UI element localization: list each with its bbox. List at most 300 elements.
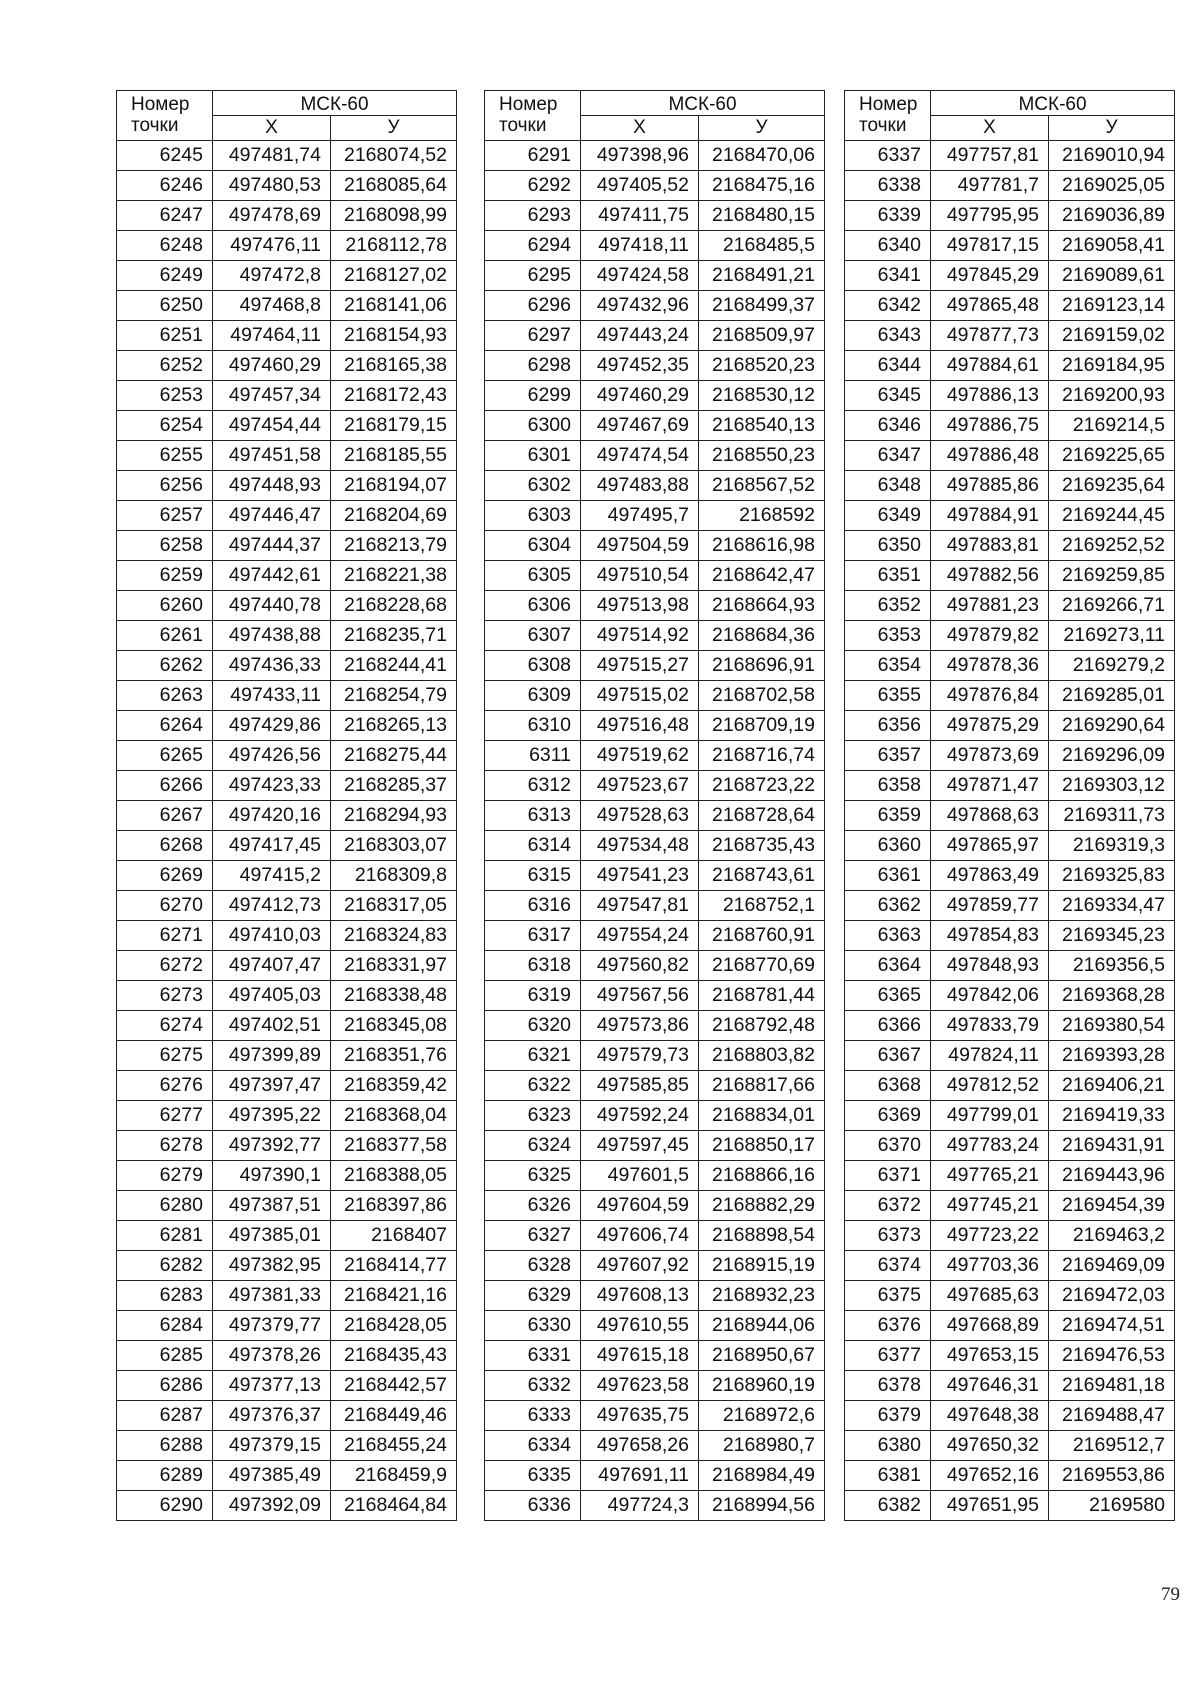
y-coordinate-cell: 2169512,7 — [1049, 1431, 1175, 1461]
y-coordinate-cell: 2169481,18 — [1049, 1371, 1175, 1401]
coordinate-system-header: МСК-60 — [213, 91, 457, 116]
x-coordinate-cell: 497615,18 — [581, 1341, 699, 1371]
y-coordinate-cell: 2168085,64 — [331, 171, 457, 201]
y-coordinate-cell: 2168696,91 — [699, 651, 825, 681]
x-coordinate-cell: 497703,36 — [931, 1251, 1049, 1281]
x-coordinate-cell: 497440,78 — [213, 591, 331, 621]
y-coordinate-cell: 2168185,55 — [331, 441, 457, 471]
y-coordinate-cell: 2168244,41 — [331, 651, 457, 681]
x-coordinate-cell: 497781,7 — [931, 171, 1049, 201]
table-row — [845, 1161, 1175, 1191]
y-coordinate-cell: 2168792,48 — [699, 1011, 825, 1041]
point-number-cell: 6348 — [845, 471, 931, 501]
x-coordinate-cell: 497446,47 — [213, 501, 331, 531]
x-coordinate-cell: 497812,52 — [931, 1071, 1049, 1101]
x-coordinate-cell: 497467,69 — [581, 411, 699, 441]
y-coordinate-cell: 2168435,43 — [331, 1341, 457, 1371]
table-row — [485, 1431, 825, 1461]
x-coordinate-cell: 497608,13 — [581, 1281, 699, 1311]
y-coordinate-cell: 2169285,01 — [1049, 681, 1175, 711]
y-coordinate-cell: 2168972,6 — [699, 1401, 825, 1431]
point-number-cell: 6272 — [117, 951, 213, 981]
y-coordinate-cell: 2168728,64 — [699, 801, 825, 831]
point-number-cell: 6366 — [845, 1011, 931, 1041]
x-coordinate-cell: 497468,8 — [213, 291, 331, 321]
y-header: У — [699, 116, 825, 141]
point-number-cell: 6252 — [117, 351, 213, 381]
table-row — [845, 1251, 1175, 1281]
table-row — [117, 411, 457, 441]
table-row — [117, 561, 457, 591]
table-row — [485, 441, 825, 471]
y-coordinate-cell: 2168368,04 — [331, 1101, 457, 1131]
x-coordinate-cell: 497648,38 — [931, 1401, 1049, 1431]
x-coordinate-cell: 497415,2 — [213, 861, 331, 891]
x-coordinate-cell: 497381,33 — [213, 1281, 331, 1311]
x-coordinate-cell: 497432,96 — [581, 291, 699, 321]
table-row — [845, 411, 1175, 441]
y-coordinate-cell: 2168520,23 — [699, 351, 825, 381]
point-number-cell: 6315 — [485, 861, 581, 891]
y-coordinate-cell: 2168491,21 — [699, 261, 825, 291]
table-row — [845, 1191, 1175, 1221]
table-row — [485, 1011, 825, 1041]
point-number-cell: 6264 — [117, 711, 213, 741]
point-number-cell: 6370 — [845, 1131, 931, 1161]
point-number-cell: 6300 — [485, 411, 581, 441]
table-row — [117, 1491, 457, 1521]
x-coordinate-cell: 497433,11 — [213, 681, 331, 711]
point-number-cell: 6350 — [845, 531, 931, 561]
y-coordinate-cell: 2168359,42 — [331, 1071, 457, 1101]
point-number-cell: 6284 — [117, 1311, 213, 1341]
y-coordinate-cell: 2168303,07 — [331, 831, 457, 861]
y-coordinate-cell: 2168850,17 — [699, 1131, 825, 1161]
x-coordinate-cell: 497474,54 — [581, 441, 699, 471]
table-row — [485, 1131, 825, 1161]
table-row — [845, 141, 1175, 171]
y-coordinate-cell: 2168172,43 — [331, 381, 457, 411]
x-coordinate-cell: 497412,73 — [213, 891, 331, 921]
x-coordinate-cell: 497668,89 — [931, 1311, 1049, 1341]
x-coordinate-cell: 497882,56 — [931, 561, 1049, 591]
x-coordinate-cell: 497405,52 — [581, 171, 699, 201]
y-coordinate-cell: 2168228,68 — [331, 591, 457, 621]
table-row — [485, 861, 825, 891]
y-coordinate-cell: 2168127,02 — [331, 261, 457, 291]
y-coordinate-cell: 2169443,96 — [1049, 1161, 1175, 1191]
point-number-cell: 6364 — [845, 951, 931, 981]
point-number-cell: 6266 — [117, 771, 213, 801]
table-row — [845, 1131, 1175, 1161]
y-coordinate-cell: 2169010,94 — [1049, 141, 1175, 171]
table-row — [485, 1341, 825, 1371]
point-number-cell: 6344 — [845, 351, 931, 381]
point-number-cell: 6286 — [117, 1371, 213, 1401]
point-number-cell: 6328 — [485, 1251, 581, 1281]
x-coordinate-cell: 497460,29 — [581, 381, 699, 411]
point-number-header-line-2: точки — [131, 115, 179, 136]
y-coordinate-cell: 2168377,58 — [331, 1131, 457, 1161]
x-coordinate-cell: 497799,01 — [931, 1101, 1049, 1131]
y-coordinate-cell: 2169279,2 — [1049, 651, 1175, 681]
y-coordinate-cell: 2168331,97 — [331, 951, 457, 981]
x-coordinate-cell: 497623,58 — [581, 1371, 699, 1401]
point-number-cell: 6299 — [485, 381, 581, 411]
point-number-cell: 6345 — [845, 381, 931, 411]
point-number-cell: 6354 — [845, 651, 931, 681]
table-row — [845, 171, 1175, 201]
y-coordinate-cell: 2168421,16 — [331, 1281, 457, 1311]
table-row — [117, 381, 457, 411]
point-number-cell: 6302 — [485, 471, 581, 501]
point-number-cell: 6287 — [117, 1401, 213, 1431]
y-coordinate-cell: 2169380,54 — [1049, 1011, 1175, 1041]
point-number-cell: 6290 — [117, 1491, 213, 1521]
x-coordinate-cell: 497405,03 — [213, 981, 331, 1011]
table-row — [117, 1341, 457, 1371]
x-coordinate-cell: 497886,13 — [931, 381, 1049, 411]
table-row — [117, 981, 457, 1011]
table-row — [117, 141, 457, 171]
point-number-cell: 6343 — [845, 321, 931, 351]
point-number-cell: 6335 — [485, 1461, 581, 1491]
y-coordinate-cell: 2168317,05 — [331, 891, 457, 921]
point-number-cell: 6254 — [117, 411, 213, 441]
point-number-cell: 6309 — [485, 681, 581, 711]
x-coordinate-cell: 497464,11 — [213, 321, 331, 351]
table-row — [845, 1371, 1175, 1401]
table-row — [485, 471, 825, 501]
y-coordinate-cell: 2168866,16 — [699, 1161, 825, 1191]
y-header: У — [1049, 116, 1175, 141]
y-coordinate-cell: 2168309,8 — [331, 861, 457, 891]
x-coordinate-cell: 497454,44 — [213, 411, 331, 441]
x-coordinate-cell: 497585,85 — [581, 1071, 699, 1101]
table-row — [117, 351, 457, 381]
point-number-cell: 6258 — [117, 531, 213, 561]
table-row — [485, 1041, 825, 1071]
table-row — [117, 1281, 457, 1311]
x-coordinate-cell: 497411,75 — [581, 201, 699, 231]
x-coordinate-cell: 497541,23 — [581, 861, 699, 891]
table-row — [845, 891, 1175, 921]
point-number-cell: 6326 — [485, 1191, 581, 1221]
point-number-cell: 6289 — [117, 1461, 213, 1491]
point-number-cell: 6308 — [485, 651, 581, 681]
table-row — [117, 1041, 457, 1071]
point-number-cell: 6312 — [485, 771, 581, 801]
y-coordinate-cell: 2169325,83 — [1049, 861, 1175, 891]
point-number-cell: 6346 — [845, 411, 931, 441]
y-coordinate-cell: 2168716,74 — [699, 741, 825, 771]
point-number-cell: 6342 — [845, 291, 931, 321]
table-row — [845, 1341, 1175, 1371]
y-coordinate-cell: 2169393,28 — [1049, 1041, 1175, 1071]
point-number-cell: 6283 — [117, 1281, 213, 1311]
point-number-cell: 6314 — [485, 831, 581, 861]
y-coordinate-cell: 2168397,86 — [331, 1191, 457, 1221]
x-coordinate-cell: 497424,58 — [581, 261, 699, 291]
point-number-cell: 6292 — [485, 171, 581, 201]
point-number-cell: 6281 — [117, 1221, 213, 1251]
table-row — [117, 891, 457, 921]
x-coordinate-cell: 497606,74 — [581, 1221, 699, 1251]
x-header: Х — [213, 116, 331, 141]
point-number-cell: 6288 — [117, 1431, 213, 1461]
x-coordinate-cell: 497877,73 — [931, 321, 1049, 351]
table-row — [845, 351, 1175, 381]
y-coordinate-cell: 2168074,52 — [331, 141, 457, 171]
table-row — [845, 531, 1175, 561]
x-coordinate-cell: 497745,21 — [931, 1191, 1049, 1221]
table-row — [485, 741, 825, 771]
point-number-cell: 6268 — [117, 831, 213, 861]
x-coordinate-cell: 497417,45 — [213, 831, 331, 861]
x-coordinate-cell: 497884,91 — [931, 501, 1049, 531]
y-coordinate-cell: 2168642,47 — [699, 561, 825, 591]
y-coordinate-cell: 2169273,11 — [1049, 621, 1175, 651]
point-number-header-line-2: точки — [859, 115, 907, 136]
x-coordinate-cell: 497573,86 — [581, 1011, 699, 1041]
y-coordinate-cell: 2168345,08 — [331, 1011, 457, 1041]
x-coordinate-cell: 497868,63 — [931, 801, 1049, 831]
point-number-cell: 6301 — [485, 441, 581, 471]
point-number-cell: 6325 — [485, 1161, 581, 1191]
table-row — [845, 1011, 1175, 1041]
table-row — [117, 1401, 457, 1431]
x-coordinate-cell: 497817,15 — [931, 231, 1049, 261]
point-number-cell: 6250 — [117, 291, 213, 321]
x-coordinate-cell: 497438,88 — [213, 621, 331, 651]
table-row — [845, 831, 1175, 861]
x-coordinate-cell: 497478,69 — [213, 201, 331, 231]
table-row — [117, 1431, 457, 1461]
x-coordinate-cell: 497402,51 — [213, 1011, 331, 1041]
y-coordinate-cell: 2168294,93 — [331, 801, 457, 831]
point-number-cell: 6296 — [485, 291, 581, 321]
table-row — [117, 681, 457, 711]
x-coordinate-cell: 497886,48 — [931, 441, 1049, 471]
point-number-cell: 6248 — [117, 231, 213, 261]
y-coordinate-cell: 2169319,3 — [1049, 831, 1175, 861]
table-row — [485, 831, 825, 861]
point-number-cell: 6358 — [845, 771, 931, 801]
point-number-cell: 6275 — [117, 1041, 213, 1071]
y-coordinate-cell: 2169296,09 — [1049, 741, 1175, 771]
y-coordinate-cell: 2168834,01 — [699, 1101, 825, 1131]
x-coordinate-cell: 497392,09 — [213, 1491, 331, 1521]
x-coordinate-cell: 497378,26 — [213, 1341, 331, 1371]
y-header: У — [331, 116, 457, 141]
y-coordinate-cell: 2168098,99 — [331, 201, 457, 231]
table-row — [117, 1101, 457, 1131]
point-number-cell: 6297 — [485, 321, 581, 351]
x-coordinate-cell: 497635,75 — [581, 1401, 699, 1431]
x-coordinate-cell: 497515,27 — [581, 651, 699, 681]
table-row — [845, 381, 1175, 411]
coordinate-table-2 — [484, 90, 825, 1521]
point-number-cell: 6271 — [117, 921, 213, 951]
y-coordinate-cell: 2168817,66 — [699, 1071, 825, 1101]
y-coordinate-cell: 2168540,13 — [699, 411, 825, 441]
point-number-cell: 6351 — [845, 561, 931, 591]
y-coordinate-cell: 2168984,49 — [699, 1461, 825, 1491]
table-row — [485, 651, 825, 681]
table-row — [845, 681, 1175, 711]
table-row — [117, 1221, 457, 1251]
point-number-cell: 6363 — [845, 921, 931, 951]
table-row — [485, 1401, 825, 1431]
table-row — [845, 981, 1175, 1011]
x-coordinate-cell: 497423,33 — [213, 771, 331, 801]
table-row — [485, 891, 825, 921]
x-coordinate-cell: 497514,92 — [581, 621, 699, 651]
x-coordinate-cell: 497592,24 — [581, 1101, 699, 1131]
table-row — [845, 201, 1175, 231]
y-coordinate-cell: 2169244,45 — [1049, 501, 1175, 531]
x-coordinate-cell: 497886,75 — [931, 411, 1049, 441]
table-row — [845, 951, 1175, 981]
y-coordinate-cell: 2168944,06 — [699, 1311, 825, 1341]
x-coordinate-cell: 497385,01 — [213, 1221, 331, 1251]
x-coordinate-cell: 497472,8 — [213, 261, 331, 291]
x-coordinate-cell: 497390,1 — [213, 1161, 331, 1191]
y-coordinate-cell: 2168980,7 — [699, 1431, 825, 1461]
table-row — [845, 291, 1175, 321]
point-number-cell: 6249 — [117, 261, 213, 291]
coordinate-table-3 — [844, 90, 1175, 1521]
y-coordinate-cell: 2169214,5 — [1049, 411, 1175, 441]
x-coordinate-cell: 497452,35 — [581, 351, 699, 381]
point-number-header-line-2: точки — [499, 115, 547, 136]
x-coordinate-cell: 497515,02 — [581, 681, 699, 711]
point-number-cell: 6311 — [485, 741, 581, 771]
y-coordinate-cell: 2169406,21 — [1049, 1071, 1175, 1101]
x-coordinate-cell: 497833,79 — [931, 1011, 1049, 1041]
point-number-cell: 6259 — [117, 561, 213, 591]
x-coordinate-cell: 497845,29 — [931, 261, 1049, 291]
x-coordinate-cell: 497510,54 — [581, 561, 699, 591]
y-coordinate-cell: 2168428,05 — [331, 1311, 457, 1341]
point-number-header-line-1: Номер — [499, 94, 558, 115]
table-row — [845, 651, 1175, 681]
table-row — [485, 261, 825, 291]
table-row — [485, 1161, 825, 1191]
y-coordinate-cell: 2168592 — [699, 501, 825, 531]
point-number-header — [845, 91, 931, 141]
x-coordinate-cell: 497382,95 — [213, 1251, 331, 1281]
x-coordinate-cell: 497483,88 — [581, 471, 699, 501]
table-row — [485, 411, 825, 441]
table-row — [117, 321, 457, 351]
point-number-cell: 6356 — [845, 711, 931, 741]
x-coordinate-cell: 497495,7 — [581, 501, 699, 531]
table-row — [485, 201, 825, 231]
y-coordinate-cell: 2169463,2 — [1049, 1221, 1175, 1251]
x-coordinate-cell: 497397,47 — [213, 1071, 331, 1101]
y-coordinate-cell: 2168221,38 — [331, 561, 457, 591]
y-coordinate-cell: 2168994,56 — [699, 1491, 825, 1521]
y-coordinate-cell: 2169454,39 — [1049, 1191, 1175, 1221]
point-number-header-line-1: Номер — [131, 94, 190, 115]
table-row — [117, 861, 457, 891]
table-row — [485, 1491, 825, 1521]
y-coordinate-cell: 2168932,23 — [699, 1281, 825, 1311]
y-coordinate-cell: 2168550,23 — [699, 441, 825, 471]
point-number-cell: 6279 — [117, 1161, 213, 1191]
table-row — [845, 1491, 1175, 1521]
table-row — [845, 321, 1175, 351]
point-number-cell: 6336 — [485, 1491, 581, 1521]
table-row — [117, 1461, 457, 1491]
x-coordinate-cell: 497865,97 — [931, 831, 1049, 861]
point-number-cell: 6323 — [485, 1101, 581, 1131]
point-number-cell: 6261 — [117, 621, 213, 651]
table-row — [485, 231, 825, 261]
y-coordinate-cell: 2168414,77 — [331, 1251, 457, 1281]
table-row — [845, 261, 1175, 291]
point-number-cell: 6359 — [845, 801, 931, 831]
y-coordinate-cell: 2169252,52 — [1049, 531, 1175, 561]
x-coordinate-cell: 497387,51 — [213, 1191, 331, 1221]
point-number-cell: 6269 — [117, 861, 213, 891]
y-coordinate-cell: 2169200,93 — [1049, 381, 1175, 411]
y-coordinate-cell: 2168480,15 — [699, 201, 825, 231]
x-coordinate-cell: 497885,86 — [931, 471, 1049, 501]
x-coordinate-cell: 497504,59 — [581, 531, 699, 561]
page-number: 79 — [1161, 1584, 1180, 1605]
x-coordinate-cell: 497442,61 — [213, 561, 331, 591]
x-coordinate-cell: 497652,16 — [931, 1461, 1049, 1491]
x-coordinate-cell: 497873,69 — [931, 741, 1049, 771]
table-row — [117, 591, 457, 621]
x-coordinate-cell: 497876,84 — [931, 681, 1049, 711]
x-coordinate-cell: 497398,96 — [581, 141, 699, 171]
table-row — [845, 591, 1175, 621]
table-row — [845, 1101, 1175, 1131]
table-row — [117, 951, 457, 981]
point-number-cell: 6273 — [117, 981, 213, 1011]
point-number-cell: 6317 — [485, 921, 581, 951]
table-row — [485, 711, 825, 741]
x-coordinate-cell: 497523,67 — [581, 771, 699, 801]
y-coordinate-cell: 2168770,69 — [699, 951, 825, 981]
x-coordinate-cell: 497480,53 — [213, 171, 331, 201]
x-coordinate-cell: 497863,49 — [931, 861, 1049, 891]
y-coordinate-cell: 2168567,52 — [699, 471, 825, 501]
y-coordinate-cell: 2168752,1 — [699, 891, 825, 921]
table-body — [117, 141, 457, 1521]
x-coordinate-cell: 497824,11 — [931, 1041, 1049, 1071]
x-coordinate-cell: 497723,22 — [931, 1221, 1049, 1251]
y-coordinate-cell: 2169266,71 — [1049, 591, 1175, 621]
x-coordinate-cell: 497881,23 — [931, 591, 1049, 621]
y-coordinate-cell: 2169184,95 — [1049, 351, 1175, 381]
x-coordinate-cell: 497783,24 — [931, 1131, 1049, 1161]
y-coordinate-cell: 2168112,78 — [331, 231, 457, 261]
point-number-cell: 6282 — [117, 1251, 213, 1281]
x-header: Х — [581, 116, 699, 141]
y-coordinate-cell: 2168442,57 — [331, 1371, 457, 1401]
table-row — [485, 531, 825, 561]
x-coordinate-cell: 497547,81 — [581, 891, 699, 921]
x-coordinate-cell: 497407,47 — [213, 951, 331, 981]
y-coordinate-cell: 2168882,29 — [699, 1191, 825, 1221]
y-coordinate-cell: 2168285,37 — [331, 771, 457, 801]
point-number-cell: 6245 — [117, 141, 213, 171]
table-row — [485, 351, 825, 381]
